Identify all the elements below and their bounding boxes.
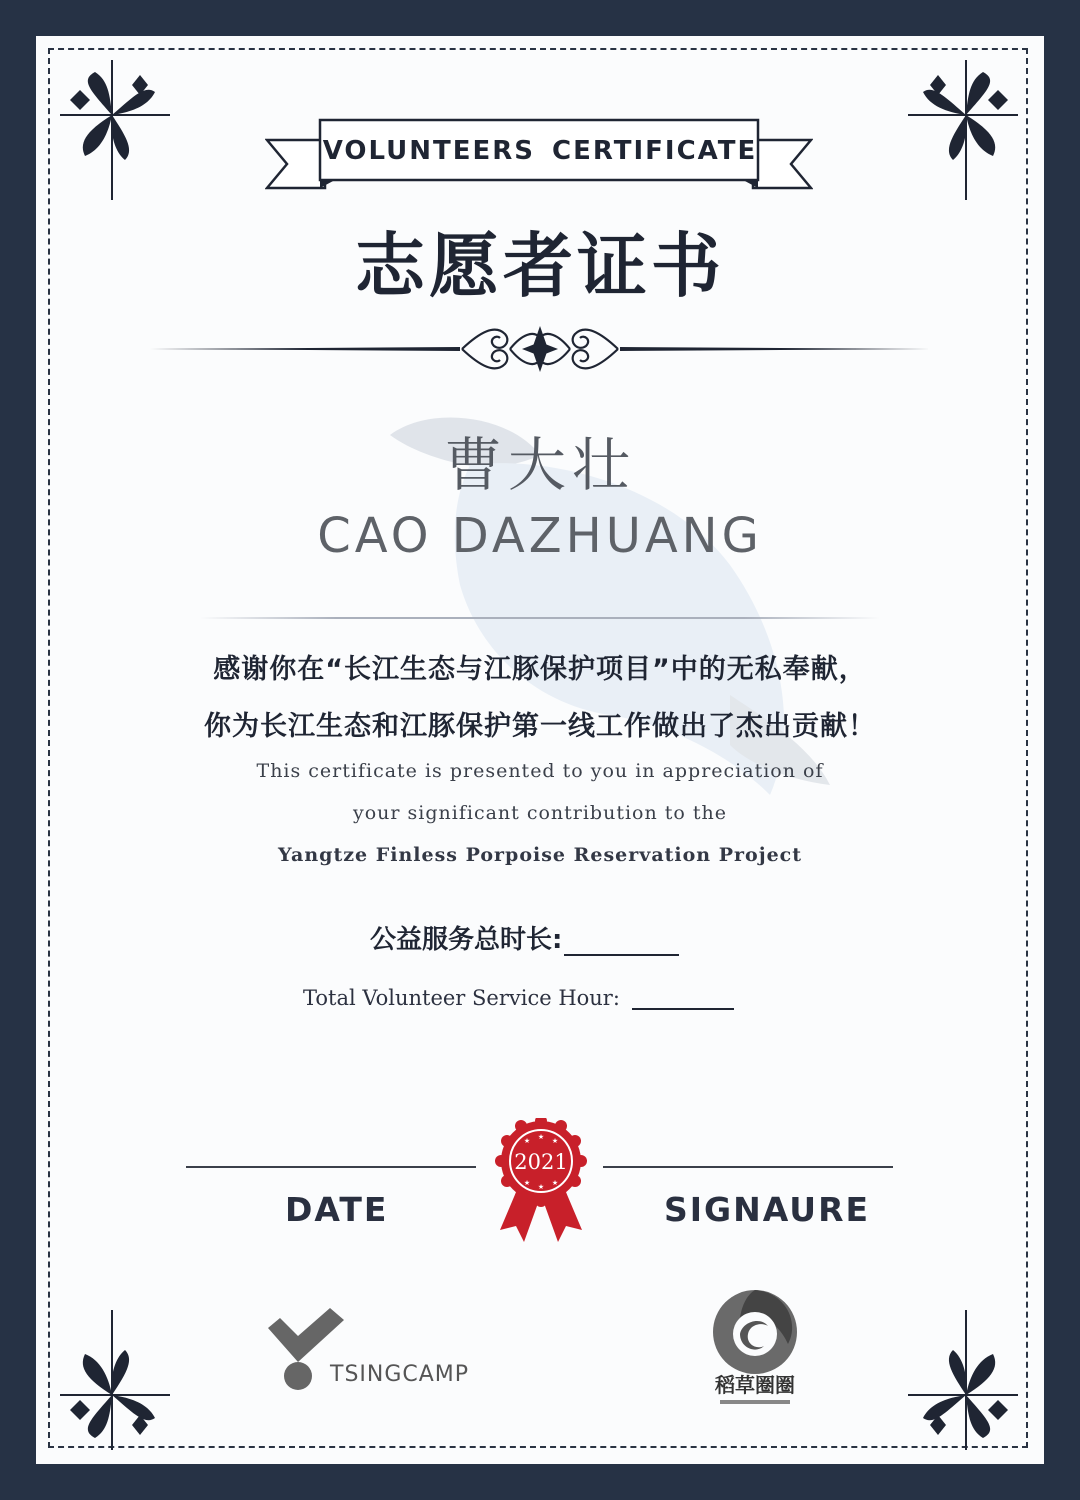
thanks-cn-line-2: 你为长江生态和江豚保护第一线工作做出了杰出贡献！ bbox=[204, 711, 876, 742]
service-hours-cn-blank bbox=[564, 924, 679, 956]
svg-text:★: ★ bbox=[537, 1183, 545, 1191]
corner-ornament-top-right bbox=[868, 60, 1018, 210]
recipient-name-en: CAO DAZHUANG bbox=[317, 508, 763, 564]
service-hours-cn bbox=[370, 916, 679, 956]
daocao-quanquan-logo-icon bbox=[700, 1282, 810, 1412]
service-hours-en-label: Total Volunteer Service Hour: bbox=[303, 986, 620, 1010]
thanks-cn-line-1: 感谢你在“长江生态与江豚保护项目”中的无私奉献， bbox=[213, 654, 867, 685]
corner-ornament-bottom-left bbox=[60, 1300, 210, 1450]
svg-text:★: ★ bbox=[551, 1179, 559, 1187]
certificate-title: 志愿者证书 bbox=[355, 225, 725, 307]
service-hours-cn-label: 公益服务总时长: bbox=[370, 925, 563, 955]
corner-ornament-bottom-right bbox=[868, 1300, 1018, 1450]
svg-text:★: ★ bbox=[523, 1179, 531, 1187]
svg-text:★: ★ bbox=[551, 1137, 559, 1145]
date-line bbox=[186, 1166, 476, 1168]
seal-year: 2021 bbox=[514, 1150, 568, 1174]
recipient-name-cn: 曹大壮 bbox=[443, 431, 636, 499]
corner-ornament-top-left bbox=[60, 60, 210, 210]
thanks-en-line-1: This certificate is presented to you in appreciation of bbox=[256, 760, 824, 782]
signature-label: SIGNAURE bbox=[664, 1190, 871, 1229]
project-name-en: Yangtze Finless Porpoise Reservation Project bbox=[277, 844, 803, 866]
banner-title: VOLUNTEERS CERTIFICATE bbox=[322, 136, 758, 166]
thanks-en-line-2: your significant contribution to the bbox=[353, 802, 727, 824]
date-label: DATE bbox=[285, 1190, 389, 1229]
svg-text:★: ★ bbox=[523, 1137, 531, 1145]
name-divider bbox=[200, 617, 880, 619]
award-seal-icon bbox=[486, 1118, 596, 1246]
signature-line bbox=[603, 1166, 893, 1168]
tsingcamp-logo-text: TSINGCAMP bbox=[330, 1362, 470, 1387]
svg-text:稻草圈圈: 稻草圈圈 bbox=[715, 1373, 795, 1397]
svg-text:★: ★ bbox=[537, 1133, 545, 1141]
service-hours-en bbox=[303, 976, 734, 1010]
title-flourish-divider bbox=[150, 312, 930, 386]
service-hours-en-blank bbox=[632, 984, 734, 1010]
